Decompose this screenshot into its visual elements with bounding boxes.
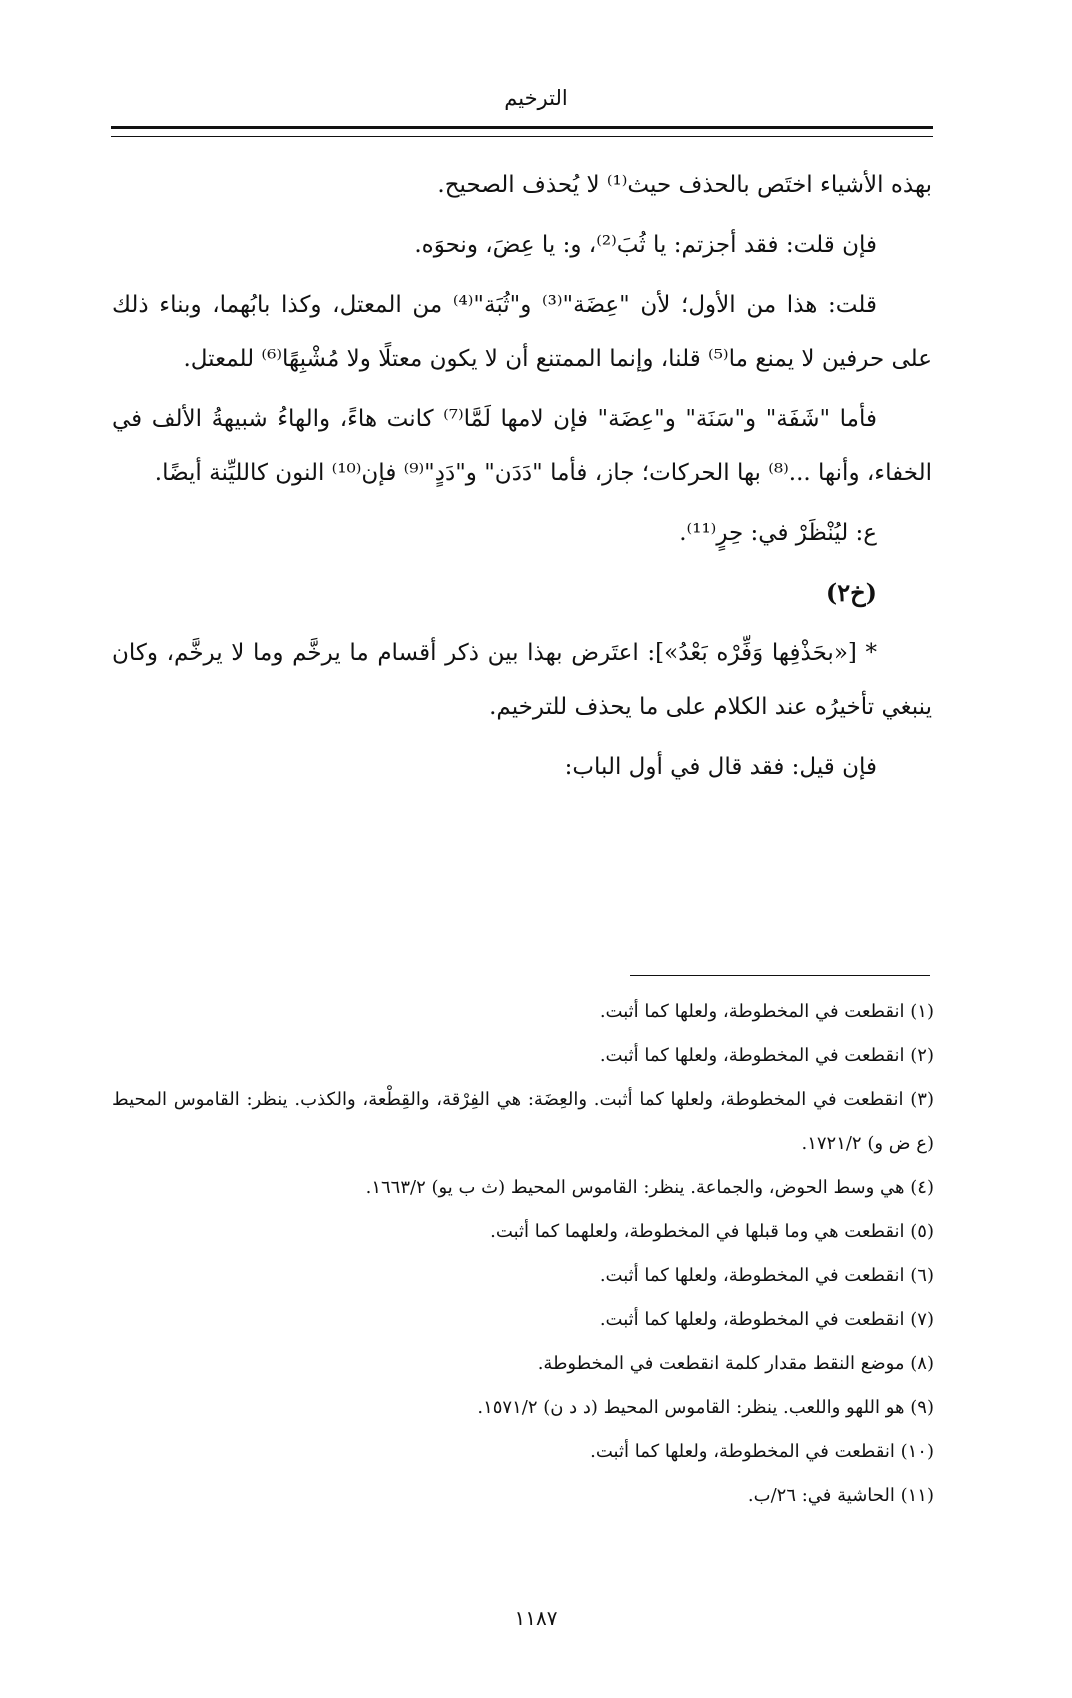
page-number: ١١٨٧ — [514, 1606, 558, 1630]
paragraph: فإن قلت: فقد أجزتم: يا ثُبَ⁽²⁾، و: يا عِضَ، ونحوَه. — [414, 232, 877, 258]
paragraph: فأما "شَفَة" و"سَنَة" و"عِضَة" فإن لامها لَمَّا⁽⁷⁾ كانت هاءً، والهاءُ شبيهةُ الألف في الخفاء، وأنها ...⁽⁸⁾ بها الحركات؛ جاز، فأما "دَدَن" و"دَدٍ"⁽⁹⁾ فإن⁽¹⁰⁾ النون كالليِّنة أيضًا. — [112, 406, 932, 486]
footnote: (١) انقطعت في المخطوطة، ولعلها كما أثبت. — [599, 1001, 934, 1022]
footnote: (٤) هي وسط الحوض، والجماعة. ينظر: القاموس المحيط (ث ب يو) ١٦٦٣/٢. — [365, 1177, 934, 1198]
paragraph: * [«بحَذْفِها وَفِّرْه بَعْدُ»]: اعتَرض بهذا بين ذكر أقسام ما يرخَّم وما لا يرخَّم، وكان ينبغي تأخيرُه عند الكلام على ما يحذف للترخيم. — [112, 640, 932, 720]
footnote: (٨) موضع النقط مقدار كلمة انقطعت في المخطوطة. — [537, 1353, 934, 1374]
main-text — [112, 158, 932, 800]
section-marker: (خ٢) — [825, 578, 877, 607]
footnote-separator — [630, 975, 930, 976]
paragraph: فإن قيل: فقد قال في أول الباب: — [564, 754, 877, 780]
paragraph: قلت: هذا من الأول؛ لأن "عِضَة"⁽³⁾ و"ثُبَة"⁽⁴⁾ من المعتل، وكذا بابُهما، وبناء ذلك على حرفين لا يمنع ما⁽⁵⁾ قلنا، وإنما الممتنع أن لا يكون معتلًا ولا مُشْبِهًا⁽⁶⁾ للمعتل. — [112, 292, 932, 372]
paragraph: بهذه الأشياء اختَص بالحذف حيث⁽¹⁾ لا يُحذف الصحيح. — [437, 172, 932, 198]
footnote: (٣) انقطعت في المخطوطة، ولعلها كما أثبت. والعِضَة: هي الفِرْقة، والقِطْعة، والكذب. ينظر: القاموس المحيط (ع ض و) ١٧٢١/٢. — [112, 1089, 934, 1154]
header-rule-thin — [111, 136, 933, 137]
footnote: (٢) انقطعت في المخطوطة، ولعلها كما أثبت. — [599, 1045, 934, 1066]
paragraph: ع: ليُنْظَرْ في: حِرٍ⁽¹¹⁾. — [679, 520, 877, 546]
header-rule-thick — [111, 126, 933, 129]
footnote: (٦) انقطعت في المخطوطة، ولعلها كما أثبت. — [599, 1265, 934, 1286]
footnote: (٥) انقطعت هي وما قبلها في المخطوطة، ولعلهما كما أثبت. — [490, 1221, 934, 1242]
footnote: (٩) هو اللهو واللعب. ينظر: القاموس المحيط (د د ن) ١٥٧١/٢. — [477, 1397, 934, 1418]
footnote: (٧) انقطعت في المخطوطة، ولعلها كما أثبت. — [599, 1309, 934, 1330]
footnote: (١٠) انقطعت في المخطوطة، ولعلها كما أثبت. — [590, 1441, 934, 1462]
footnotes — [112, 990, 934, 1518]
footnote: (١١) الحاشية في: ٢٦/ب. — [747, 1485, 934, 1506]
running-header: الترخيم — [504, 86, 568, 110]
